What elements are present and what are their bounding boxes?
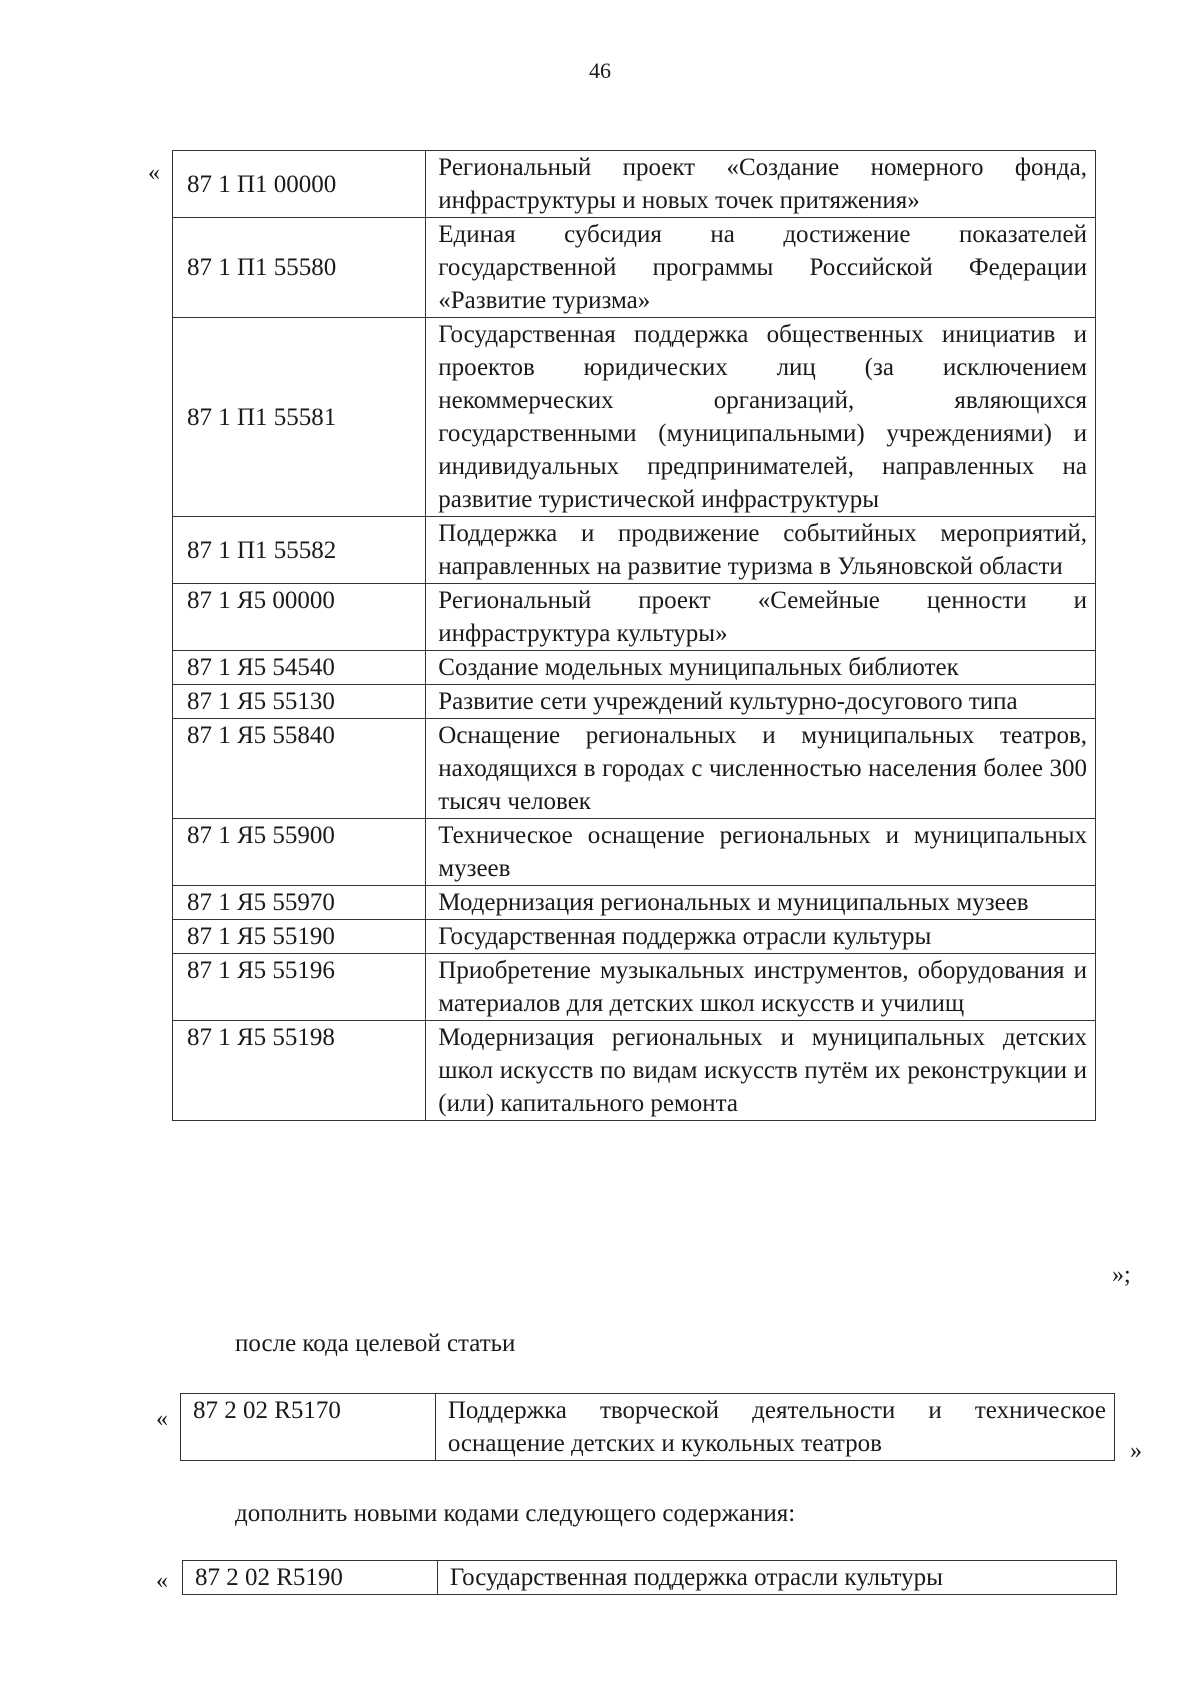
table-row [173, 685, 1096, 719]
open-quote-table-2: « [156, 1406, 168, 1432]
description-cell: Развитие сети учреждений культурно-досугового типа [426, 685, 1096, 719]
description-cell: Поддержка творческой деятельности и техническое оснащение детских и кукольных театров [435, 1394, 1114, 1461]
open-quote-table-3: « [156, 1568, 168, 1594]
description-cell: Государственная поддержка общественных инициатив и проектов юридических лиц (за исключением некоммерческих организаций, являющихся государственными (муниципальными) учреждениями) и индивидуальных предпринимателей, направленных на развитие туристической инфраструктуры [426, 318, 1096, 517]
code-cell: 87 1 Я5 55196 [173, 954, 426, 1021]
table-row [173, 218, 1096, 318]
description-cell: Модернизация региональных и муниципальных музеев [426, 886, 1096, 920]
table-row [173, 954, 1096, 1021]
description-cell: Модернизация региональных и муниципальных детских школ искусств по видам искусств путём их реконструкции и (или) капитального ремонта [426, 1021, 1096, 1121]
description-cell: Техническое оснащение региональных и муниципальных музеев [426, 819, 1096, 886]
paragraph-after-code: после кода целевой статьи [235, 1330, 516, 1357]
open-quote-main: « [148, 160, 160, 186]
table-row [173, 318, 1096, 517]
table-row [183, 1561, 1117, 1595]
code-cell: 87 2 02 R5190 [183, 1561, 438, 1595]
code-cell: 87 1 Я5 55190 [173, 920, 426, 954]
close-quote-main: »; [1112, 1262, 1131, 1288]
description-cell: Приобретение музыкальных инструментов, оборудования и материалов для детских школ искусств и училищ [426, 954, 1096, 1021]
table-row [181, 1394, 1115, 1461]
code-cell: 87 1 Я5 00000 [173, 584, 426, 651]
table-row [173, 651, 1096, 685]
code-cell: 87 1 Я5 55970 [173, 886, 426, 920]
table-row [173, 1021, 1096, 1121]
close-quote-table-2: » [1130, 1438, 1142, 1464]
target-code-table-3 [182, 1560, 1117, 1595]
table-row [173, 819, 1096, 886]
code-cell: 87 1 Я5 55840 [173, 719, 426, 819]
target-code-table-2 [180, 1393, 1115, 1461]
page-number: 46 [589, 58, 611, 83]
code-cell: 87 1 П1 55580 [173, 218, 426, 318]
table-row [173, 584, 1096, 651]
table-row [173, 886, 1096, 920]
description-cell: Государственная поддержка отрасли культуры [426, 920, 1096, 954]
table-row [173, 151, 1096, 218]
table-row [173, 719, 1096, 819]
target-codes-table [172, 150, 1096, 1121]
code-cell: 87 1 Я5 55900 [173, 819, 426, 886]
code-cell: 87 1 П1 55582 [173, 517, 426, 584]
description-cell: Региональный проект «Семейные ценности и инфраструктура культуры» [426, 584, 1096, 651]
code-cell: 87 1 Я5 54540 [173, 651, 426, 685]
code-cell: 87 2 02 R5170 [181, 1394, 436, 1461]
code-cell: 87 1 П1 55581 [173, 318, 426, 517]
table-row [173, 517, 1096, 584]
paragraph-add-codes: дополнить новыми кодами следующего содержания: [235, 1500, 796, 1527]
description-cell: Единая субсидия на достижение показателей государственной программы Российской Федерации «Развитие туризма» [426, 218, 1096, 318]
description-cell: Создание модельных муниципальных библиотек [426, 651, 1096, 685]
code-cell: 87 1 П1 00000 [173, 151, 426, 218]
code-cell: 87 1 Я5 55130 [173, 685, 426, 719]
description-cell: Региональный проект «Создание номерного фонда, инфраструктуры и новых точек притяжения» [426, 151, 1096, 218]
table-row [173, 920, 1096, 954]
description-cell: Оснащение региональных и муниципальных театров, находящихся в городах с численностью населения более 300 тысяч человек [426, 719, 1096, 819]
description-cell: Государственная поддержка отрасли культуры [437, 1561, 1116, 1595]
description-cell: Поддержка и продвижение событийных мероприятий, направленных на развитие туризма в Ульяновской области [426, 517, 1096, 584]
code-cell: 87 1 Я5 55198 [173, 1021, 426, 1121]
